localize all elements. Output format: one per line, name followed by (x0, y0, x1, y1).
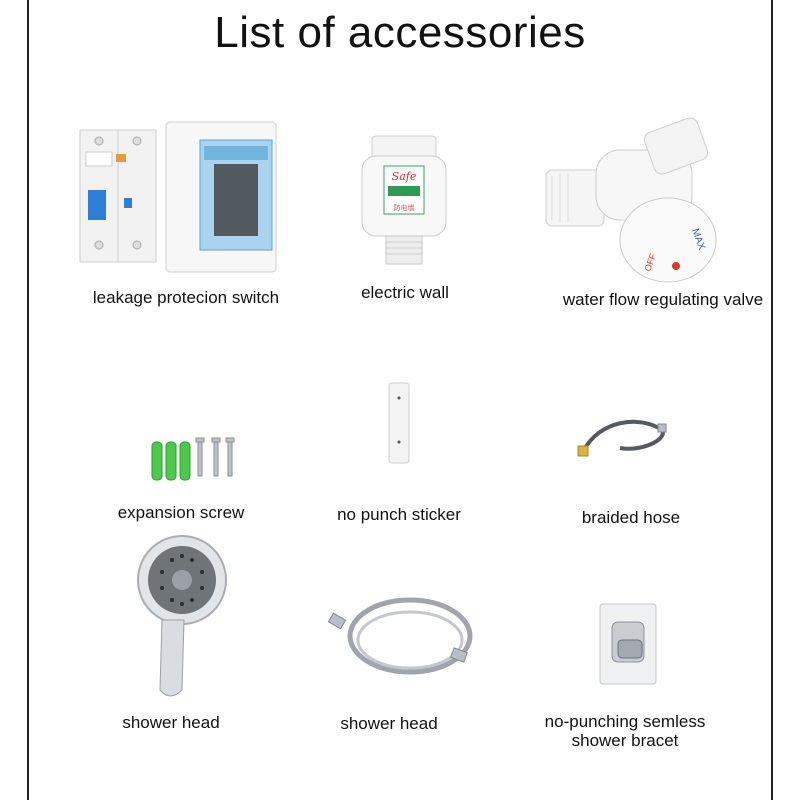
caption-regulating-valve: water flow regulating valve (562, 290, 764, 309)
valve-max-label: MAX (689, 227, 707, 252)
caption-shower-hose: shower head (340, 714, 438, 733)
caption-braided-hose: braided hose (581, 508, 681, 527)
page-title: List of accessories (214, 8, 586, 57)
electric-wall-sub: 防电墙 (393, 205, 415, 212)
caption-shower-bracket-2: shower bracet (571, 731, 679, 750)
electric-wall-brand: Safe (391, 170, 417, 183)
caption-shower-head: shower head (122, 713, 220, 732)
caption-leakage-switch: leakage protecion switch (92, 288, 280, 307)
caption-expansion-screw: expansion screw (117, 503, 245, 522)
caption-no-punch-sticker: no punch sticker (337, 505, 461, 524)
caption-shower-bracket-1: no-punching semless (544, 712, 706, 731)
valve-off-label: OFF (642, 252, 659, 273)
caption-electric-wall: electric wall (361, 283, 449, 302)
